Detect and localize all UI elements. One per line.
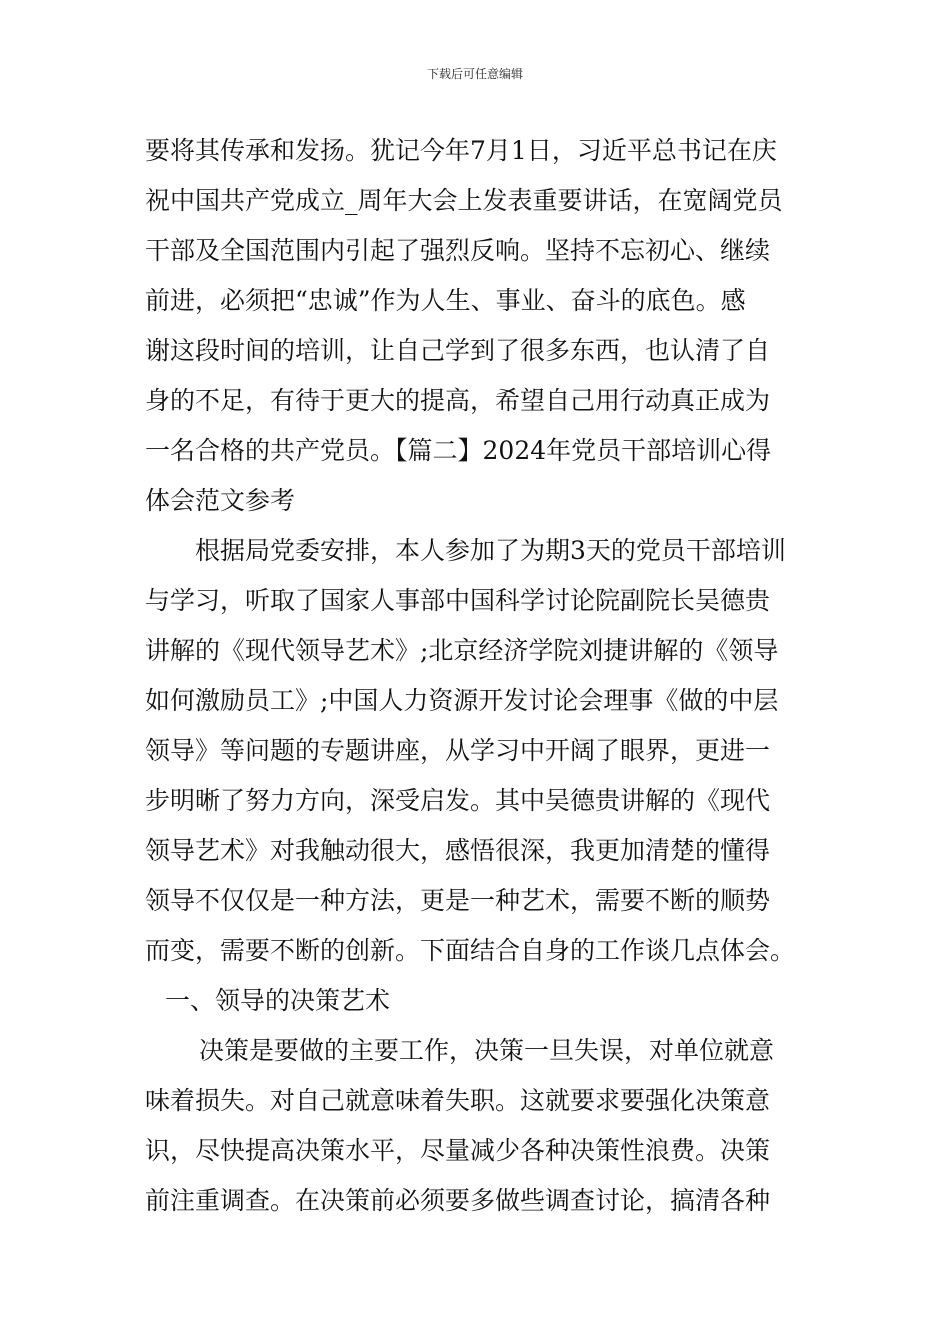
text-line: 味着损失。对自己就意味着失职。这就要求要强化决策意 [145,1086,771,1115]
text-line: 与学习，听取了国家人事部中国科学讨论院副院长吴德贵 [145,586,771,615]
text-line: 领导》等问题的专题讲座，从学习中开阔了眼界，更进一 [145,736,771,765]
text-line: 祝中国共产党成立_周年大会上发表重要讲话，在宽阔党员 [145,186,783,215]
text-line: 识，尽快提高决策水平，尽量减少各种决策性浪费。决策 [145,1136,771,1165]
text-line: 讲解的《现代领导艺术》;北京经济学院刘捷讲解的《领导 [145,636,779,665]
text-line: 前进，必须把“忠诚”作为人生、事业、奋斗的底色。感 [145,286,746,315]
text-line: 领导不仅仅是一种方法，更是一种艺术，需要不断的顺势 [145,886,771,915]
text-line: 如何激励员工》;中国人力资源开发讨论会理事《做的中层 [145,686,779,715]
text-line: 领导艺术》对我触动很大，感悟很深，我更加清楚的懂得 [145,836,771,865]
text-line: 要将其传承和发扬。犹记今年7月1日，习近平总书记在庆 [145,136,777,165]
text-line: 谢这段时间的培训，让自己学到了很多东西，也认清了自 [145,336,771,365]
text-line: 体会范文参考 [145,486,296,515]
text-line: 步明晰了努力方向，深受启发。其中吴德贵讲解的《现代 [145,786,771,815]
text-line: 干部及全国范围内引起了强烈反响。坚持不忘初心、继续 [145,236,771,265]
text-line: 身的不足，有待于更大的提高，希望自己用行动真正成为 [145,386,771,415]
paragraph-first-line: 决策是要做的主要工作，决策一旦失误，对单位就意 [199,1036,775,1065]
page-header: 下载后可任意编辑 [426,67,523,81]
text-line: 而变，需要不断的创新。下面结合自身的工作谈几点体会。 [145,936,796,965]
text-line: 一名合格的共产党员。【篇二】2024年党员干部培训心得 [145,436,772,465]
text-line: 前注重调查。在决策前必须要多做些调查讨论，搞清各种 [145,1186,771,1215]
section-heading: 一、领导的决策艺术 [165,986,391,1015]
paragraph-first-line: 根据局党委安排，本人参加了为期3天的党员干部培训 [195,536,786,565]
